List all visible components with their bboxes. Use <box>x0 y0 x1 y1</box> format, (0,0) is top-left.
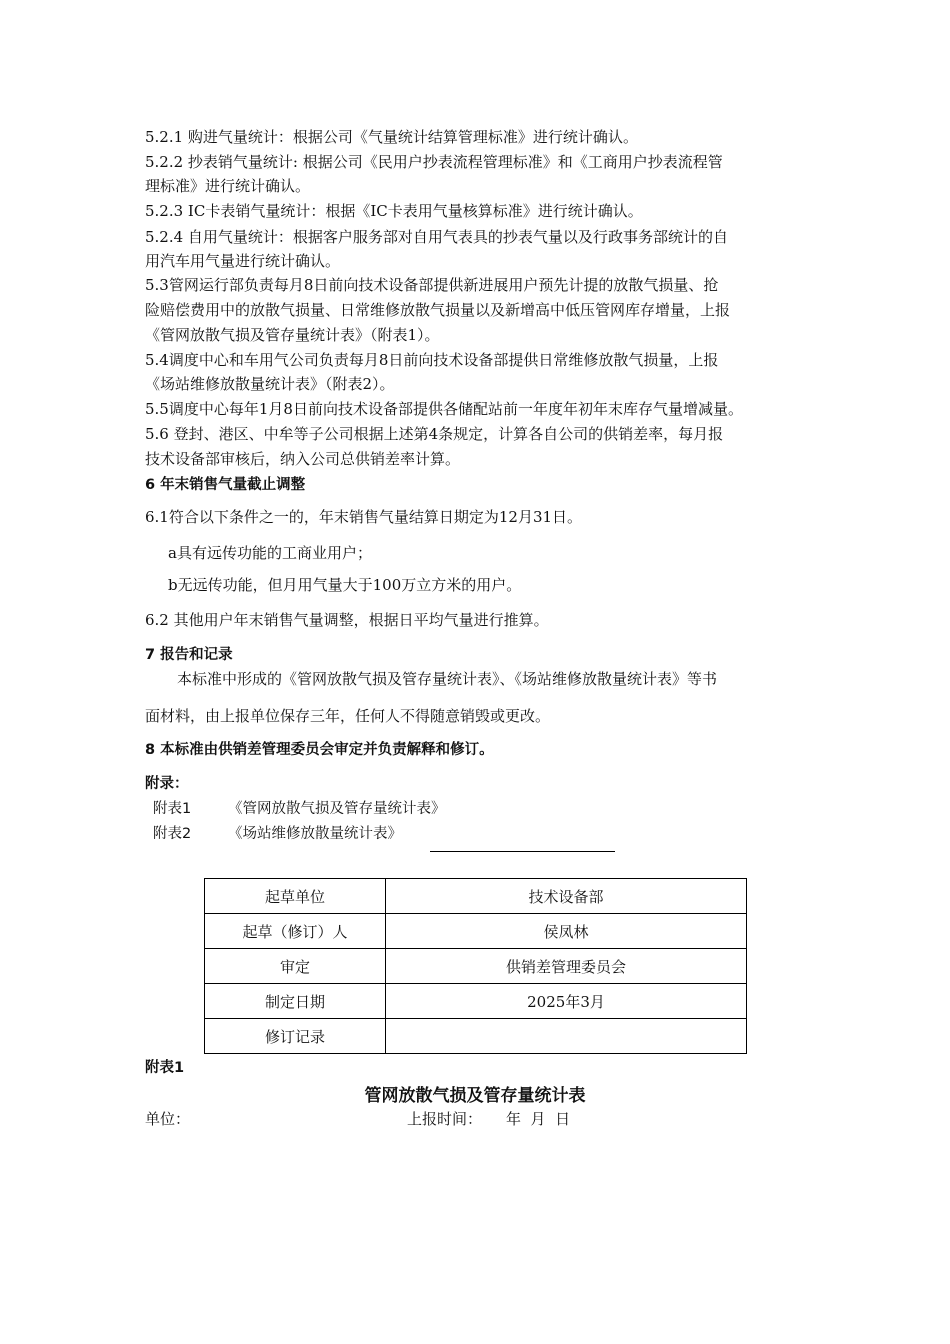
appendix-item-1-label: 附表1 <box>153 801 192 817</box>
body-line: 5.2.1 购进气量统计：根据公司《气量统计结算管理标准》进行统计确认。 <box>145 128 638 146</box>
body-line: 险赔偿费用中的放散气损量、日常维修放散气损量以及新增高中低压管网库存增量，上报 <box>145 301 731 319</box>
appendix-heading: 附录： <box>145 776 189 792</box>
report-date-placeholder: 年 月 日 <box>506 1110 571 1128</box>
table-key-cell: 审定 <box>205 949 386 984</box>
section-6-1: 6.1符合以下条件之一的，年末销售气量结算日期定为12月31日。 <box>145 508 583 526</box>
body-line: 5.6 登封、港区、中牟等子公司根据上述第4条规定，计算各自公司的供销差率，每月报 <box>145 425 724 443</box>
section-6-2: 6.2 其他用户年末销售气量调整，根据日平均气量进行推算。 <box>145 611 549 629</box>
table-key-cell: 起草单位 <box>205 879 386 914</box>
section-8-heading: 8 本标准由供销差管理委员会审定并负责解释和修订。 <box>145 742 494 758</box>
appendix-item-2-name: 《场站维修放散量统计表》 <box>228 826 402 842</box>
separator-line <box>430 851 615 852</box>
body-line: 理标准》进行统计确认。 <box>145 177 311 195</box>
appendix-item-1-name: 《管网放散气损及管存量统计表》 <box>228 801 446 817</box>
annex-1-label: 附表1 <box>145 1060 185 1076</box>
section-7-line-1: 本标准中形成的《管网放散气损及管存量统计表》、《场站维修放散量统计表》等书 <box>177 670 718 688</box>
table-value-cell: 2025年3月 <box>386 984 747 1019</box>
table-value-cell <box>386 1019 747 1054</box>
drafting-info-table <box>204 878 747 1054</box>
body-line: 5.4调度中心和车用气公司负责每月8日前向技术设备部提供日常维修放散气损量，上报 <box>145 351 719 369</box>
condition-a: a具有远传功能的工商业用户； <box>168 544 372 562</box>
table-value-cell: 技术设备部 <box>386 879 747 914</box>
table-row <box>205 1019 747 1054</box>
body-line: 5.2.4 自用气量统计：根据客户服务部对自用气表具的抄表气量以及行政事务部统计的自 <box>145 228 728 246</box>
annex-1-title: 管网放散气损及管存量统计表 <box>364 1086 586 1106</box>
body-line: 5.3管网运行部负责每月8日前向技术设备部提供新进展用户预先计提的放散气损量、抢 <box>145 276 719 294</box>
body-line: 用汽车用气量进行统计确认。 <box>145 252 341 270</box>
table-value-cell: 供销差管理委员会 <box>386 949 747 984</box>
body-line: 《管网放散气损及管存量统计表》（附表1）。 <box>145 326 440 344</box>
condition-b: b无远传功能，但月用气量大于100万立方米的用户。 <box>168 576 522 594</box>
body-line: 5.2.2 抄表销气量统计: 根据公司《民用户抄表流程管理标准》和《工商用户抄表流程管 <box>145 153 723 171</box>
appendix-item-2-label: 附表2 <box>153 826 192 842</box>
table-key-cell: 制定日期 <box>205 984 386 1019</box>
table-row <box>205 949 747 984</box>
body-line: 5.5调度中心每年1月8日前向技术设备部提供各储配站前一年度年初年末库存气量增减量。 <box>145 400 743 418</box>
section-7-line-2: 面材料，由上报单位保存三年，任何人不得随意销毁或更改。 <box>145 707 551 725</box>
unit-label: 单位： <box>145 1110 191 1128</box>
table-key-cell: 修订记录 <box>205 1019 386 1054</box>
section-7-heading: 7 报告和记录 <box>145 647 233 663</box>
body-line: 《场站维修放散量统计表》（附表2）。 <box>145 375 395 393</box>
table-key-cell: 起草（修订）人 <box>205 914 386 949</box>
table-row <box>205 984 747 1019</box>
table-row <box>205 914 747 949</box>
table-row <box>205 879 747 914</box>
body-line: 技术设备部审核后，纳入公司总供销差率计算。 <box>145 450 461 468</box>
body-line: 5.2.3 IC卡表销气量统计：根据《IC卡表用气量核算标准》进行统计确认。 <box>145 202 643 220</box>
section-6-heading: 6 年末销售气量截止调整 <box>145 477 306 493</box>
report-time-label: 上报时间： <box>407 1110 483 1128</box>
table-value-cell: 侯凤林 <box>386 914 747 949</box>
